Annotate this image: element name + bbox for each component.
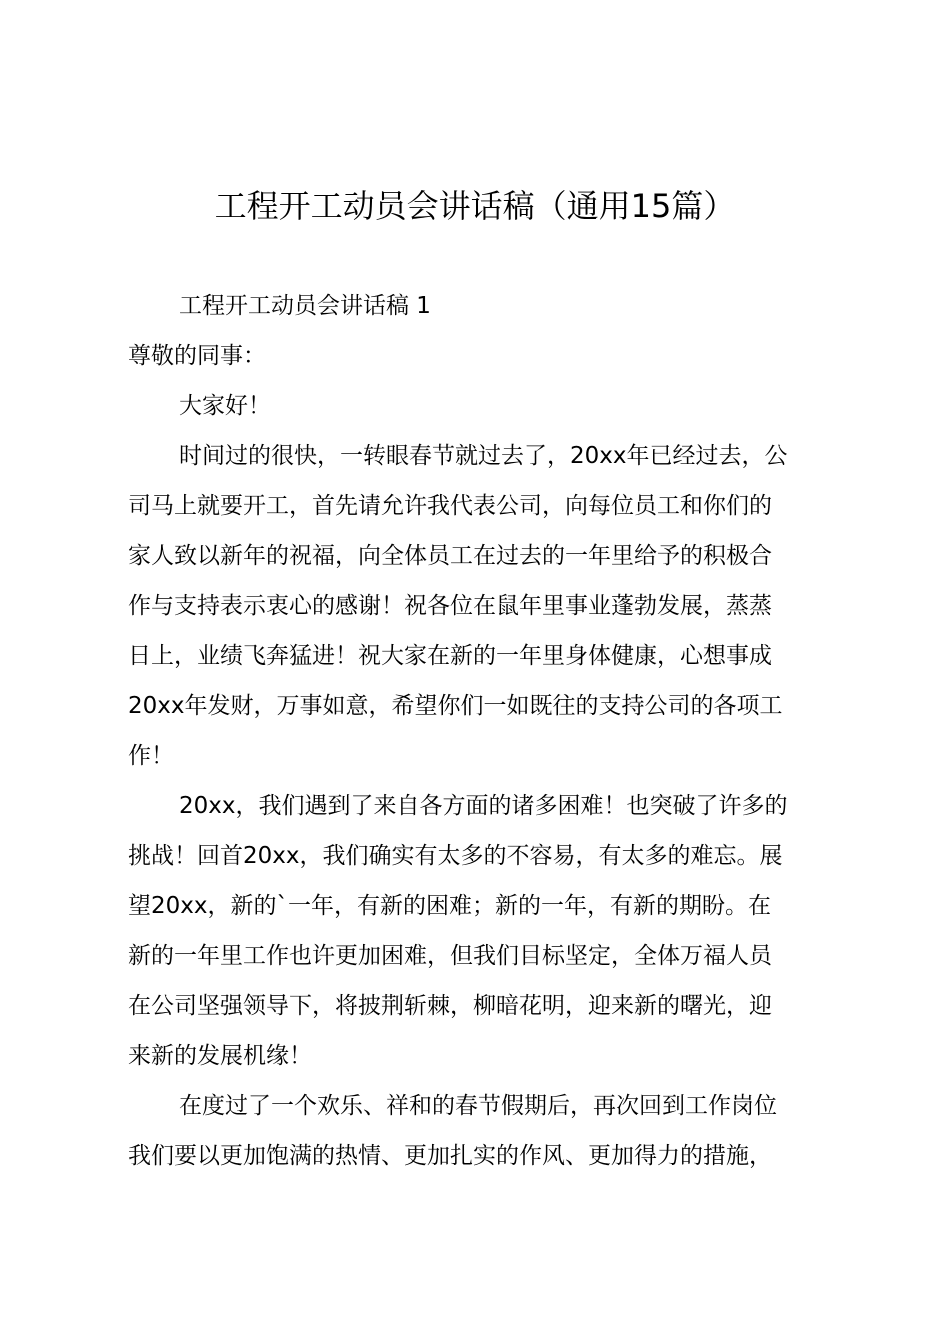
paragraph-line: 来新的发展机缘！ bbox=[128, 1043, 312, 1069]
paragraph-line: 家人致以新年的祝福，向全体员工在过去的一年里给予的积极合 bbox=[128, 543, 772, 569]
paragraph-line: 在公司坚强领导下，将披荆斩棘，柳暗花明，迎来新的曙光，迎 bbox=[128, 993, 772, 1019]
paragraph-2 bbox=[128, 781, 868, 1081]
document-title: 工程开工动员会讲话稿（通用15篇） bbox=[214, 187, 736, 225]
paragraph-line: 在度过了一个欢乐、祥和的春节假期后，再次回到工作岗位 bbox=[179, 1093, 777, 1119]
salutation: 尊敬的同事： bbox=[128, 343, 266, 369]
paragraph-line: 望20xx，新的`一年，有新的困难；新的一年，有新的期盼。在 bbox=[128, 893, 771, 919]
paragraph-1 bbox=[128, 431, 868, 781]
paragraph-line: 20xx年发财，万事如意，希望你们一如既往的支持公司的各项工 bbox=[128, 693, 783, 719]
document-body bbox=[128, 281, 868, 1181]
paragraph-line: 日上，业绩飞奔猛进！祝大家在新的一年里身体健康，心想事成 bbox=[128, 643, 772, 669]
paragraph-line: 作与支持表示衷心的感谢！祝各位在鼠年里事业蓬勃发展，蒸蒸 bbox=[128, 593, 772, 619]
paragraph-line: 作！ bbox=[128, 743, 174, 769]
paragraph-line: 20xx，我们遇到了来自各方面的诸多困难！也突破了许多的 bbox=[179, 793, 788, 819]
paragraph-line: 我们要以更加饱满的热情、更加扎实的作风、更加得力的措施， bbox=[128, 1143, 772, 1169]
paragraph-line: 时间过的很快，一转眼春节就过去了，20xx年已经过去，公 bbox=[179, 443, 788, 469]
paragraph-line: 挑战！回首20xx，我们确实有太多的不容易，有太多的难忘。展 bbox=[128, 843, 783, 869]
paragraph-line: 司马上就要开工，首先请允许我代表公司，向每位员工和你们的 bbox=[128, 493, 772, 519]
paragraph-line: 新的一年里工作也许更加困难，但我们目标坚定，全体万福人员 bbox=[128, 943, 772, 969]
section-heading: 工程开工动员会讲话稿 1 bbox=[179, 293, 431, 319]
greeting: 大家好！ bbox=[179, 393, 271, 419]
paragraph-3 bbox=[128, 1081, 868, 1181]
